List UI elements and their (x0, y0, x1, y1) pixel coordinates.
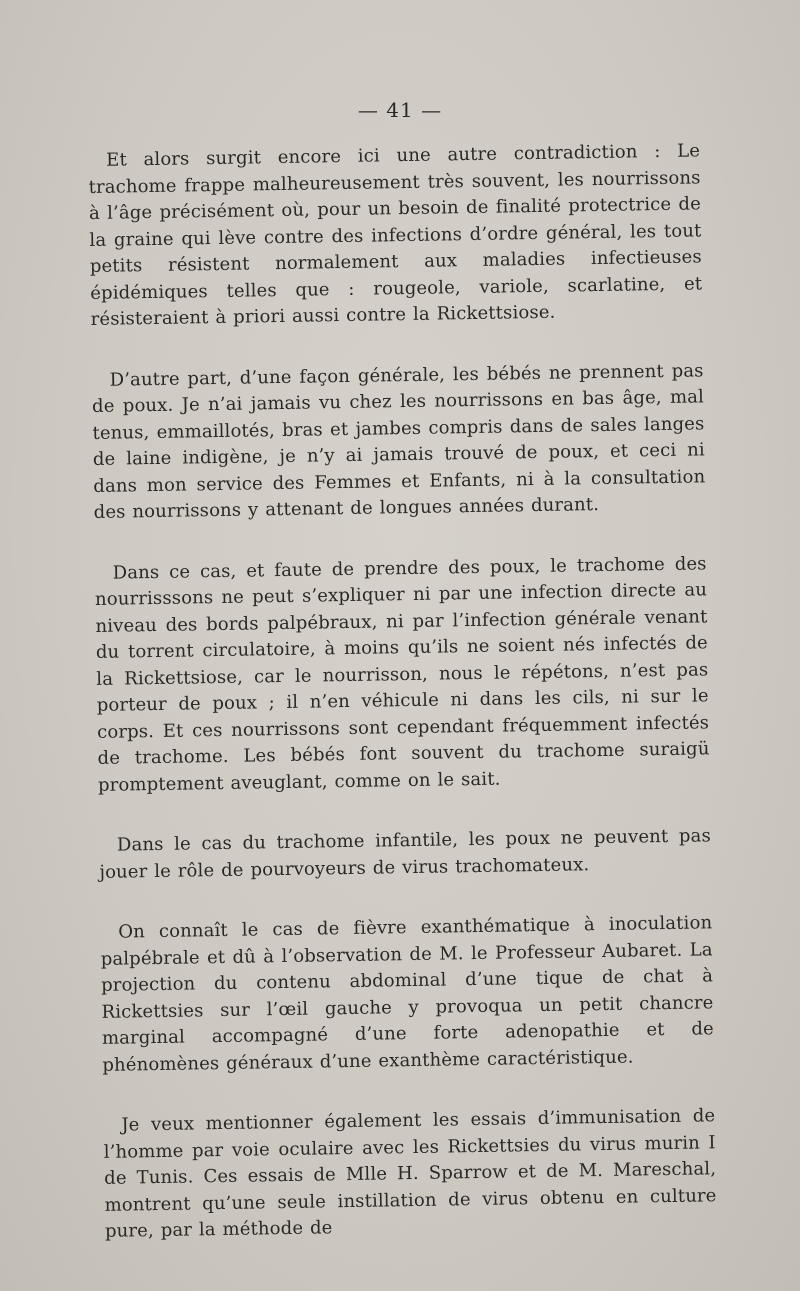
page-number: — 41 — (357, 98, 443, 122)
paragraph: Et alors surgit encore ici une autre contradiction : Le trachome frappe malheureusement très souvent, les nourrissons à l’âge précisément où, pour un besoin de finalité protectrice de la graine qui lève contre des infections d’ordre général, les tout petits résistent normalement aux maladies infectieuses épidémiques telles que : rougeole, variole, scarlatine, et résisteraient à priori aussi contre la Rickettsiose. (88, 140, 703, 330)
paragraph: Dans le cas du trachome infantile, les poux ne peuvent pas jouer le rôle de pourvoyeurs de virus trachomateux. (99, 825, 712, 883)
paragraph: Je veux mentionner également les essais d’immunisation de l’homme par voie oculaire avec les Rickettsies du virus murin I de Tunis. Ces essais de Mlle H. Sparrow et de M. Mareschal, montrent qu’une seule instillation de virus obtenu en culture pure, par la méthode de (103, 1105, 717, 1242)
paragraph: On connaît le cas de fièvre exanthématique à inoculation palpébrale et dû à l’observation de M. le Professeur Aubaret. La projection du contenu abdominal d’une tique de chat à Rickettsies sur l’œil gauche y provoqua un petit chancre marginal accompagné d’une forte adenopathie et de phénomènes généraux d’une exanthème caractéristique. (100, 912, 715, 1076)
paragraph: D’autre part, d’une façon générale, les bébés ne prennent pas de poux. Je n’ai jamais vu chez les nourrissons en bas âge, mal tenus, emmaillotés, bras et jambes compris dans de sales langes de laine indigène, je n’y ai jamais trouvé de poux, et ceci ni dans mon service des Femmes et Enfants, ni à la consultation des nourrissons y attenant de longues années durant. (91, 359, 706, 523)
paragraph: Dans ce cas, et faute de prendre des poux, le trachome des nourrisssons ne peut s’expliquer ni par une infection directe au niveau des bords palpébraux, ni par l’infection générale venant du torrent circulatoire, à moins qu’ils ne soient nés infectés de la Rickettsiose, car le nourrisson, nous le répétons, n’est pas porteur de poux ; il n’en véhicule ni dans les cils, ni sur le corps. Et ces nourrissons sont cependant fréquemment infectés de trachome. Les bébés font souvent du trachome suraigü promptement aveuglant, comme on le sait. (94, 552, 710, 796)
body-text (88, 138, 717, 1245)
